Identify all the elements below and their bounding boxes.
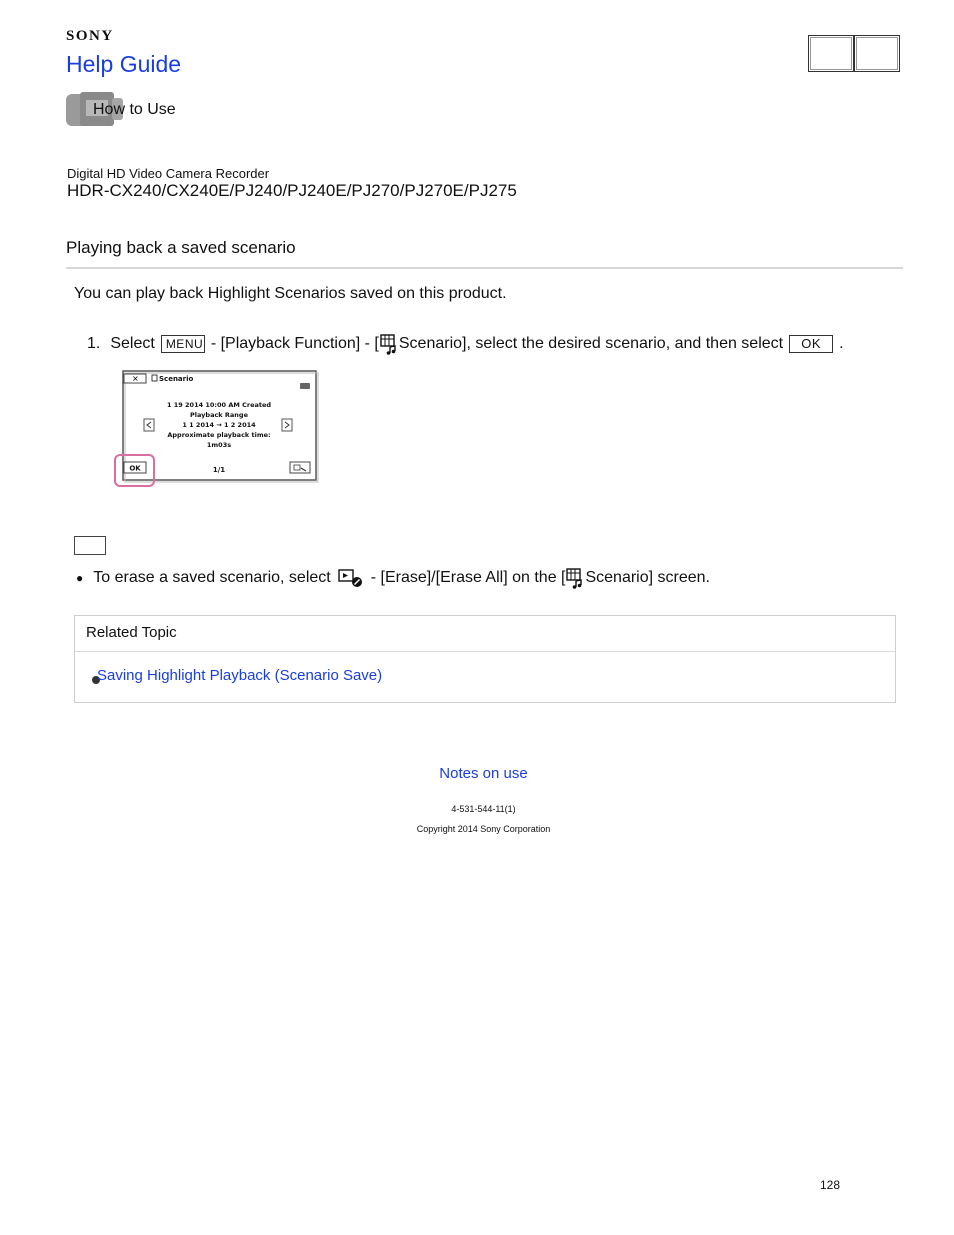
step-text-end: . [839, 335, 844, 352]
step-number: 1. [87, 335, 101, 352]
help-guide-title-link[interactable]: Help Guide [66, 51, 182, 77]
screen-prev-button [144, 419, 154, 431]
related-topic-link[interactable]: Saving Highlight Playback (Scenario Save) [97, 667, 383, 684]
scenario-icon [566, 567, 584, 589]
screen-line-1: 1 19 2014 10:00 AM Created [166, 401, 272, 409]
product-category: Digital HD Video Camera Recorder [67, 166, 270, 181]
screen-ok-label: OK [129, 464, 141, 473]
page-number: 128 [820, 1178, 841, 1192]
title-divider [66, 267, 903, 269]
hint-text-1: To erase a saved scenario, select [93, 569, 331, 586]
page-title: Playing back a saved scenario [66, 238, 296, 257]
sony-logo: SONY [66, 28, 114, 44]
hint-box [74, 536, 106, 555]
copyright-text: Copyright 2014 Sony Corporation [416, 824, 551, 834]
related-topic-heading: Related Topic [86, 624, 177, 641]
step-text-1: - [Playback Function] - [ [210, 335, 379, 352]
previous-page-button[interactable] [808, 35, 854, 72]
screen-line-5: 1m03s [206, 441, 232, 449]
next-page-button[interactable] [854, 35, 900, 72]
hint-item [76, 567, 710, 589]
battery-icon [300, 383, 310, 389]
intro-text: You can play back Highlight Scenarios saved on this product. [74, 285, 507, 302]
page-nav [808, 35, 900, 72]
screen-line-2: Playback Range [190, 411, 248, 419]
related-topic-box [74, 615, 896, 703]
screen-page-indicator: 1/1 [212, 466, 226, 474]
product-models: HDR-CX240/CX240E/PJ240/PJ240E/PJ270/PJ270E/PJ275 [67, 181, 517, 200]
scenario-icon [380, 333, 398, 355]
camera-screen-illustration [112, 368, 322, 490]
hint-text-2: - [Erase]/[Erase All] on the [ [370, 569, 566, 586]
screen-next-button [282, 419, 292, 431]
hint-text-3: Scenario] screen. [585, 569, 710, 586]
ok-key: OK [789, 335, 833, 353]
screen-line-4: Approximate playback time: [167, 431, 271, 439]
step-1 [87, 333, 844, 355]
menu-key: MENU [161, 335, 205, 353]
step-select-text: Select [110, 335, 155, 352]
screen-line-3: 1 1 2014 → 1 2 2014 [182, 421, 256, 429]
bullet-dot: ● [76, 571, 84, 585]
svg-text:✕: ✕ [132, 374, 139, 384]
step-text-2: Scenario], select the desired scenario, and then select [398, 335, 784, 352]
document-number: 4-531-544-11(1) [451, 804, 516, 814]
section-label: How to Use [93, 101, 176, 118]
screen-scenario-title: Scenario [159, 375, 194, 383]
notes-on-use-link[interactable]: Notes on use [439, 765, 528, 782]
related-topic-header [75, 616, 895, 652]
erase-edit-icon [337, 567, 365, 589]
